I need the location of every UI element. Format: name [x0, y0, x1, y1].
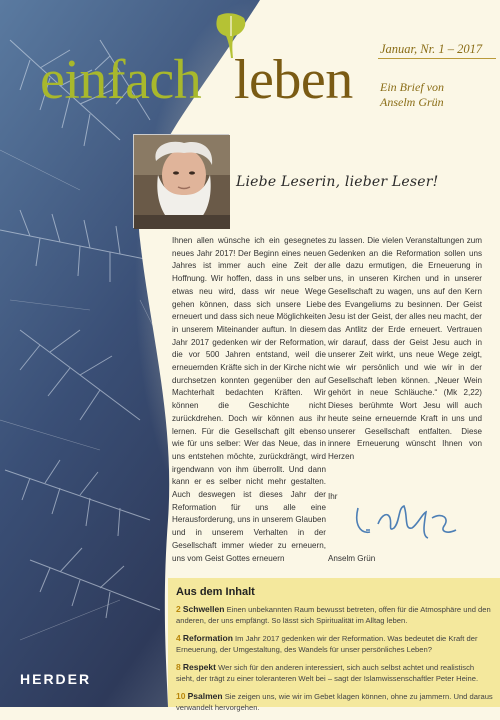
toc-description: Im Jahr 2017 gedenken wir der Reformation. Was bedeutet die Kraft der Erneuerung, der Umgestaltung, des Wandels für unser persönliches Leben? [176, 634, 478, 654]
publisher-logo: HERDER [20, 671, 92, 687]
toc-page-number: 10 [176, 691, 186, 701]
toc-page-number: 4 [176, 633, 181, 643]
masthead-subtitle [380, 80, 498, 110]
subtitle-line-1: Ein Brief von [380, 80, 444, 94]
toc-page-number: 2 [176, 604, 181, 614]
toc-description: Einen unbekannten Raum bewusst betreten, offen für die Atmosphäre und den anderen, der uns empfängt. So lässt sich Spiritualität im Alltag leben. [176, 605, 491, 625]
toc-keyword: Respekt [182, 662, 216, 672]
toc-item[interactable] [176, 633, 494, 655]
toc-item[interactable] [176, 662, 494, 684]
title-leben: leben [234, 49, 353, 111]
letter-author: Anselm Grün [328, 554, 376, 563]
letter-greeting: Liebe Leserin, lieber Leser! [236, 174, 439, 190]
subtitle-line-2: Anselm Grün [380, 95, 444, 109]
masthead-divider [378, 58, 496, 59]
toc-item[interactable] [176, 604, 494, 626]
letter-column-2: zu lassen. Die vielen Veranstaltungen zum Gedenken an die Reformation sollen uns alle dazu ermutigen, die Erneuerung in uns, in unseren Kirchen und in unserer Gesellschaft zu wagen, uns auf den Kern des Evangeliums zu besinnen. Der Geist Jesu ist der Geist, der alles neu macht, der das Antlitz der Erde erneuert. Vertrauen wir darauf, dass der Geist Jesu auch in unserer Zeit wirkt, uns neue Wege zeigt, wie wir persönlich und wie wir in der Gesellschaft leben können. „Neuer Wein gehört in neue Schläuche.“ (Mk 2,22) Dieses berühmte Wort Jesu will auch heute seine erneuernde Kraft in uns und unserer Gesellschaft entfalten. Diese innere Erneuerung wünscht Ihnen von Herzen [328, 236, 482, 461]
author-portrait [133, 134, 229, 228]
issue-date: Januar, Nr. 1 – 2017 [380, 42, 483, 56]
toc-title: Aus dem Inhalt [176, 586, 255, 598]
toc-description: Wer sich für den anderen interessiert, sich auch selbst achtet und realistisch sieht, der trägt zu einer toleranteren Welt bei – sagt der Islamwissenschaftler Peter Heine. [176, 663, 479, 683]
toc-item[interactable] [176, 691, 494, 713]
toc-keyword: Reformation [182, 633, 233, 643]
toc-description: Sie zeigen uns, wie wir im Gebet klagen können, ohne zu jammern. Und daraus verwandelt hervorgehen. [176, 692, 493, 712]
toc-keyword: Schwellen [182, 604, 225, 614]
toc-keyword: Psalmen [187, 691, 223, 701]
title-einfach: einfach [40, 49, 202, 111]
toc-list [176, 604, 494, 720]
handwritten-signature [352, 494, 462, 544]
letter-column-1: Ihnen allen wünsche ich ein gesegnetes neues Jahr 2017! Der Beginn eines neuen Jahres ist immer auch eine Zeit der Hoffnung. Wir hoffen, dass in uns selber etwas neu wird, dass wir neue Wege gehen können, dass sich unsere Liebe erneuert und dass sich neue Möglichkeiten in unserem Miteinander auftun. In diesem Jahr 2017 gedenken wir der Reformation, die vor 500 Jahren entstand, weil die erneuernden Kräfte sich in der Kirche nicht durchsetzen konnten gegenüber den auf Machterhalt bedachten Kräften. Wir können die Geschichte nicht zurückdrehen. Doch wir können aus ihr lernen. Für die Gesellschaft gilt ebenso wie für uns selber: Wer das Neue, das in uns entstehen möchte, zurückdrängt, wird irgendwann von ihm überrollt. Und dann kann er es selber nicht mehr gestalten. Auch deswegen ist dieses Jahr der Reformation für uns alle eine Herausforderung, uns in unserem Glauben und in unserem Verhalten in der Gesellschaft immer wieder zu erneuern, uns vom Geist Gottes erneuern [172, 236, 326, 563]
toc-page-number: 8 [176, 662, 181, 672]
letter-closing: Ihr [328, 492, 338, 501]
